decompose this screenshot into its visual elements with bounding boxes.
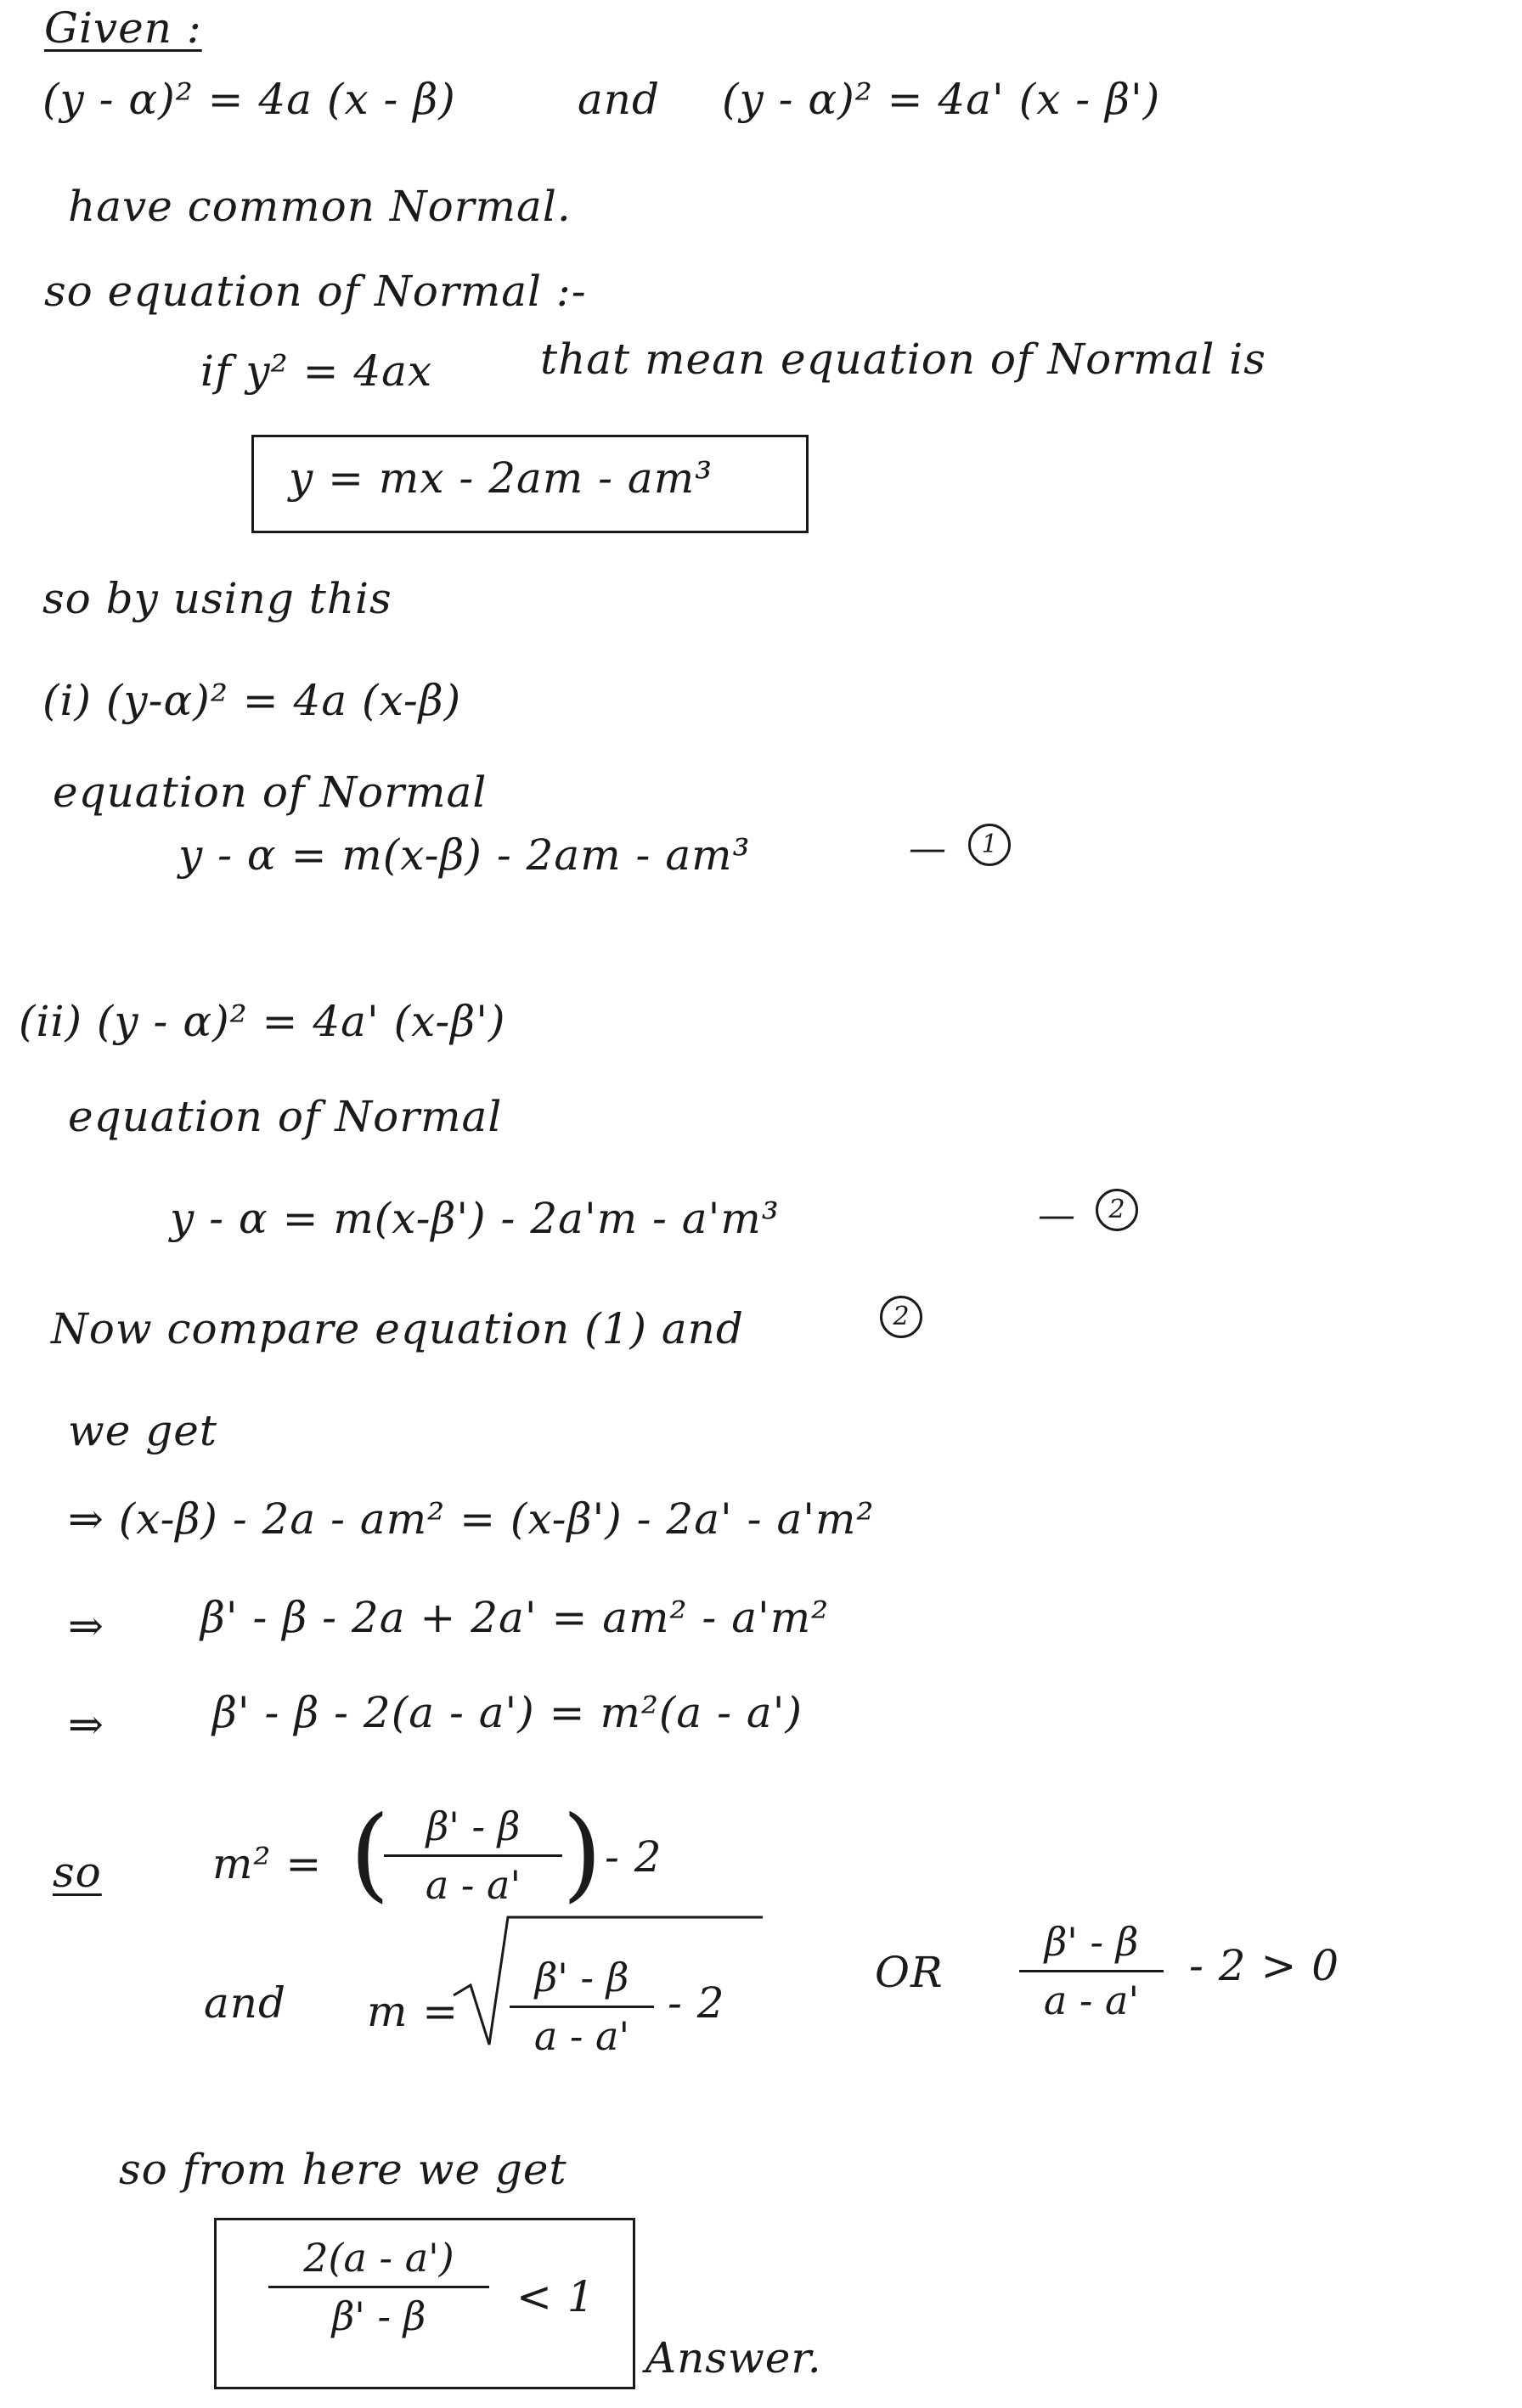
equation-of-normal-heading: so equation of Normal :-: [44, 267, 587, 316]
comparison-step-3: β' - β - 2(a - a') = m²(a - a'): [212, 1688, 803, 1737]
normal-equation-2: y - α = m(x-β') - 2a'm - a'm³: [170, 1194, 780, 1243]
m-equals-label: m =: [367, 1987, 459, 2036]
comparison-step-1: ⇒ (x-β) - 2a - am² = (x-β') - 2a' - a'm²: [68, 1494, 875, 1544]
answer-less-than-one: < 1: [516, 2272, 595, 2321]
condition-fraction: [1019, 1919, 1164, 2023]
comparison-step-2: β' - β - 2a + 2a' = am² - a'm²: [200, 1593, 830, 1642]
heading-given: Given :: [44, 3, 202, 53]
condition-greater-than: - 2 > 0: [1189, 1941, 1340, 1990]
equation-2-number: 2: [1096, 1189, 1138, 1231]
given-equation-1: (y - α)² = 4a (x - β): [42, 75, 456, 124]
fraction-numerator: β' - β: [426, 1803, 521, 1849]
normal-explanation: that mean equation of Normal is: [540, 335, 1266, 384]
given-equation-2: (y - α)² = 4a' (x - β'): [722, 75, 1161, 124]
fraction-bar: [384, 1854, 562, 1857]
standard-parabola: if y² = 4ax: [200, 346, 433, 396]
from-here-text: so from here we get: [119, 2145, 567, 2194]
fraction-denominator: a - a': [425, 1862, 521, 1908]
normal-equation-1: y - α = m(x-β) - 2am - am³: [178, 830, 751, 880]
answer-label: Answer.: [645, 2333, 822, 2383]
m-squared-fraction: [384, 1803, 562, 1908]
fraction-numerator: β' - β: [1044, 1919, 1139, 1965]
case-ii-normal-label: equation of Normal: [68, 1092, 503, 1141]
or-label: OR: [875, 1948, 944, 1997]
fraction-bar: [510, 2006, 654, 2008]
and-label: and: [204, 1978, 287, 2028]
normal-formula: y = mx - 2am - am³: [289, 453, 713, 503]
case-i-equation: (i) (y-α)² = 4a (x-β): [42, 676, 462, 725]
we-get-text: we get: [68, 1406, 217, 1455]
common-normal-statement: have common Normal.: [68, 182, 572, 231]
equation-2-dash: —: [1038, 1194, 1075, 1237]
case-ii-equation: (ii) (y - α)² = 4a' (x-β'): [19, 997, 506, 1046]
fraction-numerator: 2(a - a'): [303, 2235, 454, 2281]
using-this-text: so by using this: [42, 574, 392, 623]
right-paren: ): [562, 1795, 603, 1913]
fraction-denominator: β' - β: [331, 2293, 426, 2339]
equation-1-number: 1: [968, 824, 1011, 866]
case-i-normal-label: equation of Normal: [53, 768, 488, 817]
m-root-minus-two: - 2: [668, 1978, 725, 2028]
fraction-bar: [1019, 1970, 1164, 1972]
fraction-denominator: a - a': [533, 2013, 630, 2059]
fraction-bar: [268, 2286, 489, 2288]
given-and: and: [578, 75, 661, 124]
m-squared-minus-two: - 2: [605, 1832, 662, 1882]
answer-fraction: [268, 2235, 489, 2339]
compare-equation-2-number: 2: [880, 1296, 922, 1338]
implies-arrow-3: ⇒: [68, 1700, 104, 1749]
m-squared-label: m² =: [212, 1839, 323, 1888]
left-paren: (: [350, 1795, 391, 1913]
fraction-numerator: β' - β: [534, 1955, 629, 2000]
m-root-fraction: [510, 1955, 654, 2059]
so-label: so: [53, 1848, 102, 1897]
implies-arrow-2: ⇒: [68, 1601, 104, 1651]
fraction-denominator: a - a': [1043, 1978, 1140, 2023]
equation-1-dash: —: [909, 827, 946, 870]
compare-equations-text: Now compare equation (1) and: [51, 1304, 744, 1353]
